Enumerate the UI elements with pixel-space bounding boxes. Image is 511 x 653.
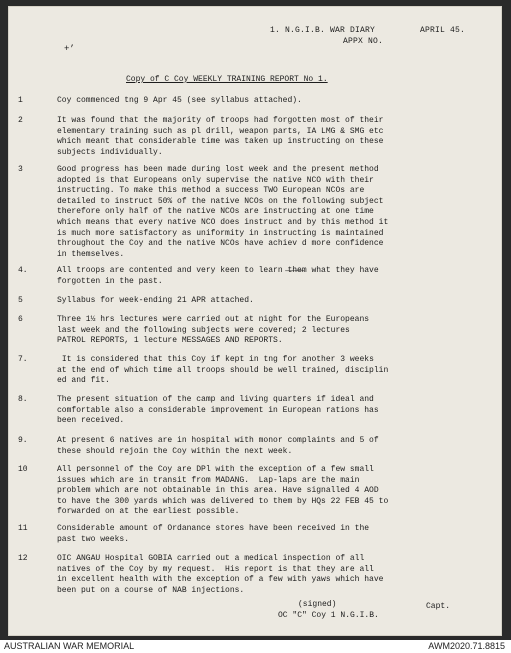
paragraph-text: OIC ANGAU Hospital GOBIA carried out a medical inspection of all natives of the Coy by my request. His report is that they are all in excellent health with the exception of a few with yaws which have been put on a course of NAB injections. <box>57 554 384 595</box>
paragraph-text: All personnel of the Coy are DPl with the exception of a few small issues which are in transit from MADANG. Lap-laps are the main problem which are not obtainable in this area. Have signalled 4 AOD to have the 300 yards which was delivered to them by HQs 22 FEB 45 to forwarded on at the earliest possible. <box>57 465 389 517</box>
paragraph-8 <box>18 395 493 427</box>
paragraph-number: 8. <box>18 395 28 404</box>
paragraph-number: 1 <box>18 96 23 105</box>
paragraph-3 <box>18 165 493 260</box>
paragraph-12 <box>18 554 493 596</box>
paragraph-number: 12 <box>18 554 28 563</box>
signature-line: OC "C" Coy 1 N.G.I.B. <box>278 611 379 620</box>
archive-reference: AWM2020.71.8815 <box>428 641 505 651</box>
paragraph-text: Three 1½ hrs lectures were carried out at night for the Europeans last week and the following subjects were covered; 2 lectures PATROL REPORTS, 1 lecture MESSAGES AND REPORTS. <box>57 315 370 346</box>
typed-report <box>8 6 502 636</box>
paragraph-text: The present situation of the camp and living quarters if ideal and comfortable also a considerable improvement in European rations has been received. <box>57 395 379 426</box>
paragraph-text: Considerable amount of Ordanance stores have been received in the past two weeks. <box>57 524 370 544</box>
paragraph-text: It is considered that this Coy if kept in tng for another 3 weeks at the end of which time all troops should be well trained, disciplin ed and fit. <box>57 355 389 386</box>
paragraph-1 <box>18 96 493 107</box>
paragraph-number: 7. <box>18 355 28 364</box>
paragraph-number: 4. <box>18 266 28 275</box>
paragraph-11 <box>18 524 493 545</box>
paragraph-number: 2 <box>18 116 23 125</box>
archive-name: AUSTRALIAN WAR MEMORIAL <box>4 641 135 651</box>
paragraph-9 <box>18 436 493 457</box>
paragraph-number: 11 <box>18 524 28 533</box>
diary-date: APRIL 45. <box>420 26 466 35</box>
paragraph-number: 10 <box>18 465 28 474</box>
appendix-number: APPX NO. <box>343 37 384 46</box>
paragraph-number: 6 <box>18 315 23 324</box>
paragraph-text: At present 6 natives are in hospital with monor complaints and 5 of these should rejoin the Coy within the next week. <box>57 436 379 456</box>
paragraph-2 <box>18 116 493 158</box>
signature-rank: Capt. <box>426 602 451 611</box>
paragraph-text: Good progress has been made during lost week and the present method adopted is that Europeans only supervise the native NCO with their instructing. To make this method a success TWO European NCOs are detailed to instruct 50% of the native NCOs on the following subject therefore only half of the native NCOs are instructing at one time which means that every native NCO does instruct and by this method it is much more satisfactory as uniformity in instructing is maintained throughout the Coy and the native NCOs have achiev d more confidence in themselves. <box>57 165 389 259</box>
paragraph-number: 9. <box>18 436 28 445</box>
paragraph-6 <box>18 315 493 347</box>
paragraph-number: 3 <box>18 165 23 174</box>
paragraph-text: Coy commenced tng 9 Apr 45 (see syllabus attached). <box>57 96 302 105</box>
paragraph-5 <box>18 296 493 307</box>
signed-note: (signed) <box>298 600 337 609</box>
paragraph-7 <box>18 355 493 387</box>
paragraph-4 <box>18 266 493 287</box>
document-page <box>8 6 502 636</box>
diary-header: 1. N.G.I.B. WAR DIARY <box>270 26 376 35</box>
margin-mark: +’ <box>64 44 75 54</box>
archive-footer <box>0 640 511 653</box>
paragraph-text: All troops are contented and very keen to learn ̶t̶h̶e̶m what they have forgotten in the past. <box>57 266 379 286</box>
paragraph-number: 5 <box>18 296 23 305</box>
paragraph-10 <box>18 465 493 518</box>
paragraph-text: It was found that the majority of troops had forgotten most of their elementary training such as pl drill, weapon parts, IA LMG & SMG etc which meant that considerable time was taken up instructing on these subjects individually. <box>57 116 384 157</box>
report-title: Copy of C Coy WEEKLY TRAINING REPORT No 1. <box>126 75 328 84</box>
paragraph-text: Syllabus for week-ending 21 APR attached. <box>57 296 254 305</box>
